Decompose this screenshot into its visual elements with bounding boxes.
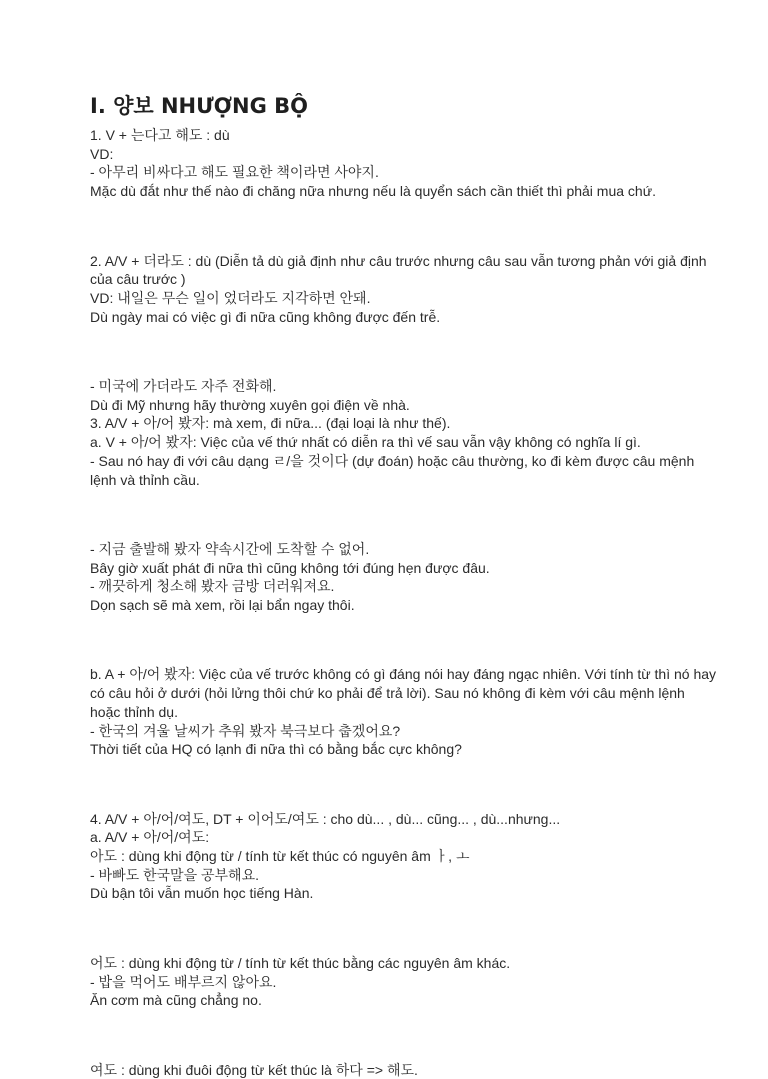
- text-line: - 한국의 겨울 날씨가 추워 봤자 북극보다 춥겠어요?: [90, 722, 401, 739]
- text-line: b. A + 아/어 봤자: Việc của vế trước không có gì đáng nói hay đáng ngạc nhiên. Với tính từ thì nó hay có câu hỏi ở dưới (hỏi lửng thôi chứ ko phải để trả lời). Sau nó không đi kèm với câu mệnh lệnh hoặc thỉnh dụ.: [90, 666, 717, 720]
- text-line: Dọn sạch sẽ mà xem, rồi lại bẩn ngay thôi.: [90, 597, 355, 614]
- blank-line: [90, 505, 718, 524]
- text-line: Dù đi Mỹ nhưng hãy thường xuyên gọi điện về nhà.: [90, 396, 410, 413]
- text-line: 3. A/V + 아/어 봤자: mà xem, đi nữa... (đại loại là như thế).: [90, 415, 451, 432]
- text-line: 어도 : dùng khi động từ / tính từ kết thúc bằng các nguyên âm khác.: [90, 954, 511, 971]
- text-line: Dù bận tôi vẫn muốn học tiếng Hàn.: [90, 885, 314, 902]
- text-line: - 깨끗하게 청소해 봤자 금방 더러워져요.: [90, 578, 335, 595]
- blank-line: [90, 217, 718, 236]
- text-line: Thời tiết của HQ có lạnh đi nữa thì có bằng bắc cực không?: [90, 741, 462, 758]
- text-line: Dù ngày mai có việc gì đi nữa cũng không được đến trễ.: [90, 308, 441, 325]
- text-line: - 지금 출발해 봤자 약속시간에 도착할 수 없어.: [90, 540, 370, 557]
- text-line: - 미국에 가더라도 자주 전화해.: [90, 378, 277, 394]
- text-line: - 바빠도 한국말을 공부해요.: [90, 866, 259, 883]
- text-line: Mặc dù đắt như thế nào đi chăng nữa nhưng nếu là quyển sách cần thiết thì phải mua chứ.: [90, 183, 656, 200]
- text-line: 1. V + 는다고 해도 : dù: [90, 127, 230, 143]
- blank-line: [90, 342, 718, 361]
- text-line: Ăn cơm mà cũng chẳng no.: [90, 992, 262, 1009]
- text-line: 2. A/V + 더라도 : dù (Diễn tả dù giả định như câu trước nhưng câu sau vẫn tương phản với giả định của câu trước ): [90, 252, 707, 288]
- text-line: 아도 : dùng khi động từ / tính từ kết thúc có nguyên âm ㅏ, ㅗ: [90, 848, 470, 865]
- text-line: - Sau nó hay đi với câu dạng ㄹ/을 것이다 (dự đoán) hoặc câu thường, ko đi kèm được câu mệnh lệnh và thỉnh cầu.: [90, 452, 695, 488]
- blank-line: [90, 919, 718, 938]
- text-line: 4. A/V + 아/어/여도, DT + 이어도/여도 : cho dù... , dù... cũng... , dù...nhưng...: [90, 810, 561, 827]
- text-line: - 아무리 비싸다고 해도 필요한 책이라면 사야지.: [90, 164, 379, 181]
- text-line: - 밥을 먹어도 배부르지 않아요.: [90, 973, 277, 990]
- document-body: [90, 126, 718, 1079]
- text-line: VD: 내일은 무슨 일이 었더라도 지각하면 안돼.: [90, 289, 371, 306]
- blank-line: [90, 631, 718, 650]
- text-line: Bây giờ xuất phát đi nữa thì cũng không tới đúng hẹn được đâu.: [90, 559, 490, 576]
- text-line: 여도 : dùng khi đuôi động từ kết thúc là 하다 => 해도.: [90, 1061, 418, 1078]
- text-line: VD:: [90, 145, 114, 162]
- blank-line: [90, 775, 718, 794]
- text-line: a. A/V + 아/어/여도:: [90, 829, 210, 846]
- page-title: I. 양보 NHƯỢNG BỘ: [90, 94, 309, 118]
- text-line: a. V + 아/어 봤자: Việc của vế thứ nhất có diễn ra thì vế sau vẫn vậy không có nghĩa lí gì.: [90, 434, 641, 451]
- blank-line: [90, 1026, 718, 1045]
